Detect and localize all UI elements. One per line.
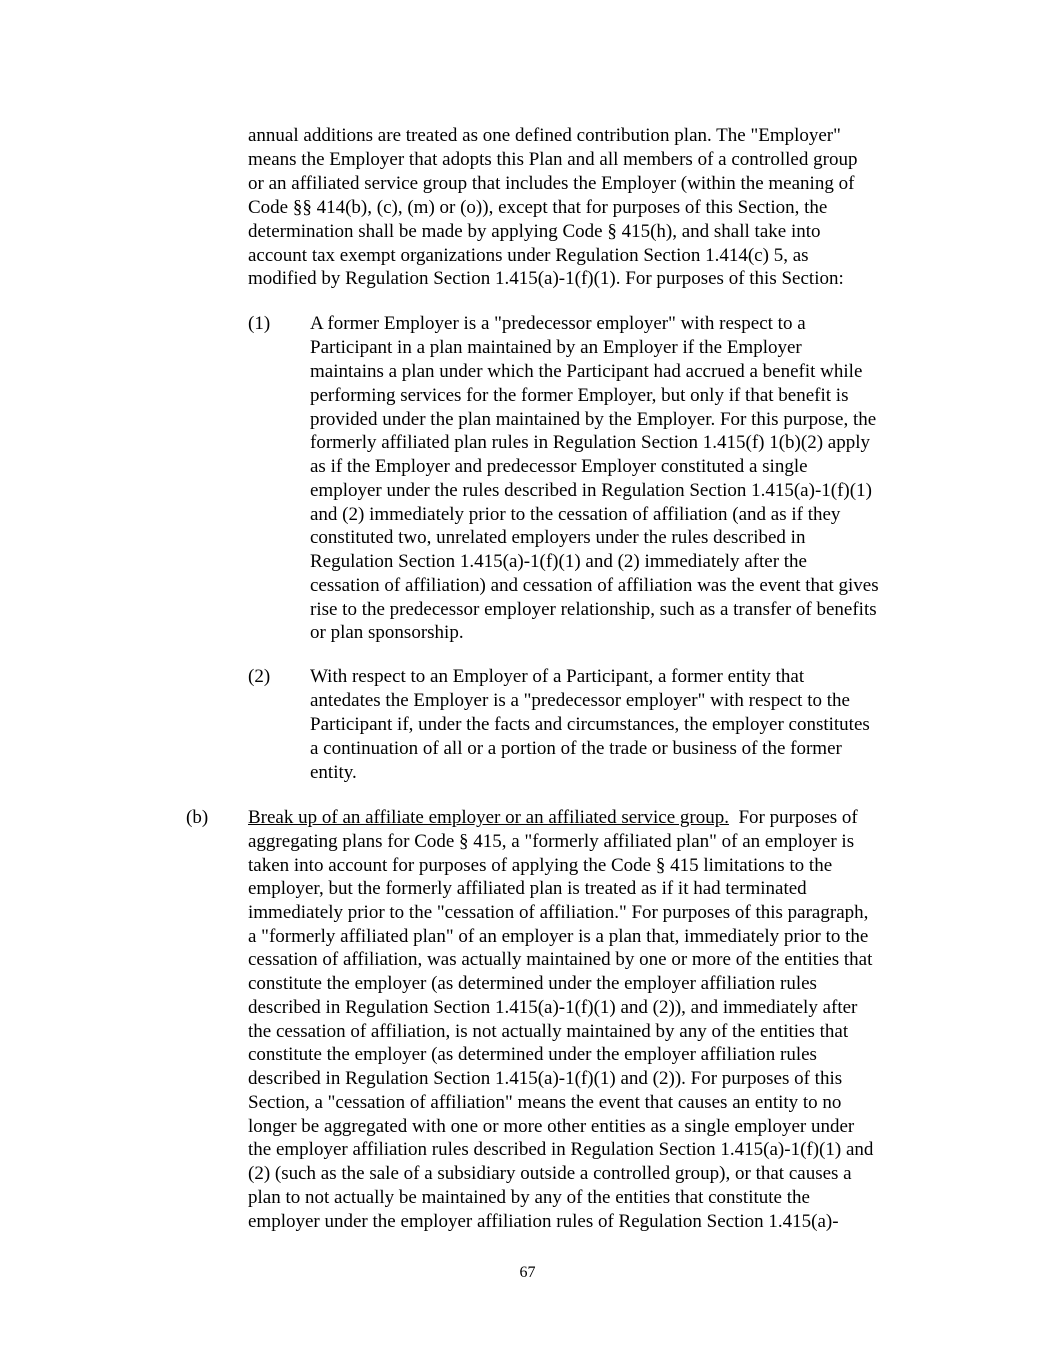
item-b-line: plan to not actually be maintained by any of the entities that constitute the bbox=[248, 1187, 810, 1208]
item-1-line: cessation of affiliation) and cessation of affiliation was the event that gives bbox=[310, 575, 879, 596]
item-b-line: the employer affiliation rules described in Regulation Section 1.415(a)-1(f)(1) and bbox=[248, 1139, 874, 1160]
item-1-line: Regulation Section 1.415(a)-1(f)(1) and (2) immediately after the bbox=[310, 551, 807, 572]
item-1-line: as if the Employer and predecessor Employer constituted a single bbox=[310, 456, 808, 477]
item-b-line: employer under the employer affiliation rules of Regulation Section 1.415(a)- bbox=[248, 1211, 839, 1232]
item-2-line: a continuation of all or a portion of the trade or business of the former bbox=[310, 738, 842, 759]
item-1-line: employer under the rules described in Regulation Section 1.415(a)-1(f)(1) bbox=[310, 480, 872, 501]
item-b-line: constitute the employer (as determined under the employer affiliation rules bbox=[248, 1044, 817, 1065]
item-1-line: and (2) immediately prior to the cessation of affiliation (and as if they bbox=[310, 504, 841, 525]
item-b-heading: Break up of an affiliate employer or an affiliated service group. bbox=[248, 807, 729, 828]
item-b-line: taken into account for purposes of applying the Code § 415 limitations to the bbox=[248, 855, 833, 876]
item-b-first-line bbox=[248, 806, 858, 830]
item-b-line: employer, but the formerly affiliated plan is treated as if it had terminated bbox=[248, 878, 807, 899]
item-2-line: antedates the Employer is a "predecessor employer" with respect to the bbox=[310, 690, 850, 711]
intro-line: Code §§ 414(b), (c), (m) or (o)), except that for purposes of this Section, the bbox=[248, 197, 828, 218]
item-2-line: With respect to an Employer of a Participant, a former entity that bbox=[310, 666, 805, 687]
item-2-number: (2) bbox=[248, 666, 271, 687]
page-number: 67 bbox=[519, 1264, 536, 1281]
intro-line: or an affiliated service group that includes the Employer (within the meaning of bbox=[248, 173, 855, 194]
item-b-line: immediately prior to the "cessation of affiliation." For purposes of this paragraph, bbox=[248, 902, 869, 923]
item-b-line: longer be aggregated with one or more other entities as a single employer under bbox=[248, 1116, 855, 1137]
item-b-line: aggregating plans for Code § 415, a "formerly affiliated plan" of an employer is bbox=[248, 831, 855, 852]
item-b-line: (2) (such as the sale of a subsidiary outside a controlled group), or that causes a bbox=[248, 1163, 852, 1184]
item-b-line: constitute the employer (as determined under the employer affiliation rules bbox=[248, 973, 817, 994]
item-1-line: A former Employer is a "predecessor employer" with respect to a bbox=[310, 313, 806, 334]
item-b-line: described in Regulation Section 1.415(a)-1(f)(1) and (2)). For purposes of this bbox=[248, 1068, 843, 1089]
item-b-line: a "formerly affiliated plan" of an employer is a plan that, immediately prior to the bbox=[248, 926, 869, 947]
item-1-line: performing services for the former Employer, but only if that benefit is bbox=[310, 385, 849, 406]
item-1-line: constituted two, unrelated employers under the rules described in bbox=[310, 527, 806, 548]
item-1-number: (1) bbox=[248, 313, 271, 334]
item-2-line: entity. bbox=[310, 762, 357, 783]
intro-line: means the Employer that adopts this Plan and all members of a controlled group bbox=[248, 149, 858, 170]
item-1-line: Participant in a plan maintained by an Employer if the Employer bbox=[310, 337, 802, 358]
item-b-line: the cessation of affiliation, is not actually maintained by any of the entities that bbox=[248, 1021, 849, 1042]
intro-line: modified by Regulation Section 1.415(a)-1(f)(1). For purposes of this Section: bbox=[248, 268, 844, 289]
item-1-line: rise to the predecessor employer relationship, such as a transfer of benefits bbox=[310, 599, 877, 620]
item-2-line: Participant if, under the facts and circumstances, the employer constitutes bbox=[310, 714, 870, 735]
item-b-line: Section, a "cessation of affiliation" means the event that causes an entity to no bbox=[248, 1092, 842, 1113]
item-1-line: maintains a plan under which the Participant had accrued a benefit while bbox=[310, 361, 863, 382]
intro-line: determination shall be made by applying Code § 415(h), and shall take into bbox=[248, 221, 821, 242]
item-b-line: cessation of affiliation, was actually maintained by one or more of the entities that bbox=[248, 949, 873, 970]
item-b-line: described in Regulation Section 1.415(a)-1(f)(1) and (2)), and immediately after bbox=[248, 997, 858, 1018]
item-b-first-line-rest: For purposes of bbox=[728, 807, 858, 828]
item-1-line: provided under the plan maintained by the Employer. For this purpose, the bbox=[310, 409, 877, 430]
intro-line: annual additions are treated as one defined contribution plan. The "Employer" bbox=[248, 125, 841, 146]
intro-line: account tax exempt organizations under Regulation Section 1.414(c) 5, as bbox=[248, 245, 809, 266]
item-1-line: formerly affiliated plan rules in Regulation Section 1.415(f) 1(b)(2) apply bbox=[310, 432, 870, 453]
item-b-number: (b) bbox=[186, 807, 209, 828]
item-1-line: or plan sponsorship. bbox=[310, 622, 464, 643]
